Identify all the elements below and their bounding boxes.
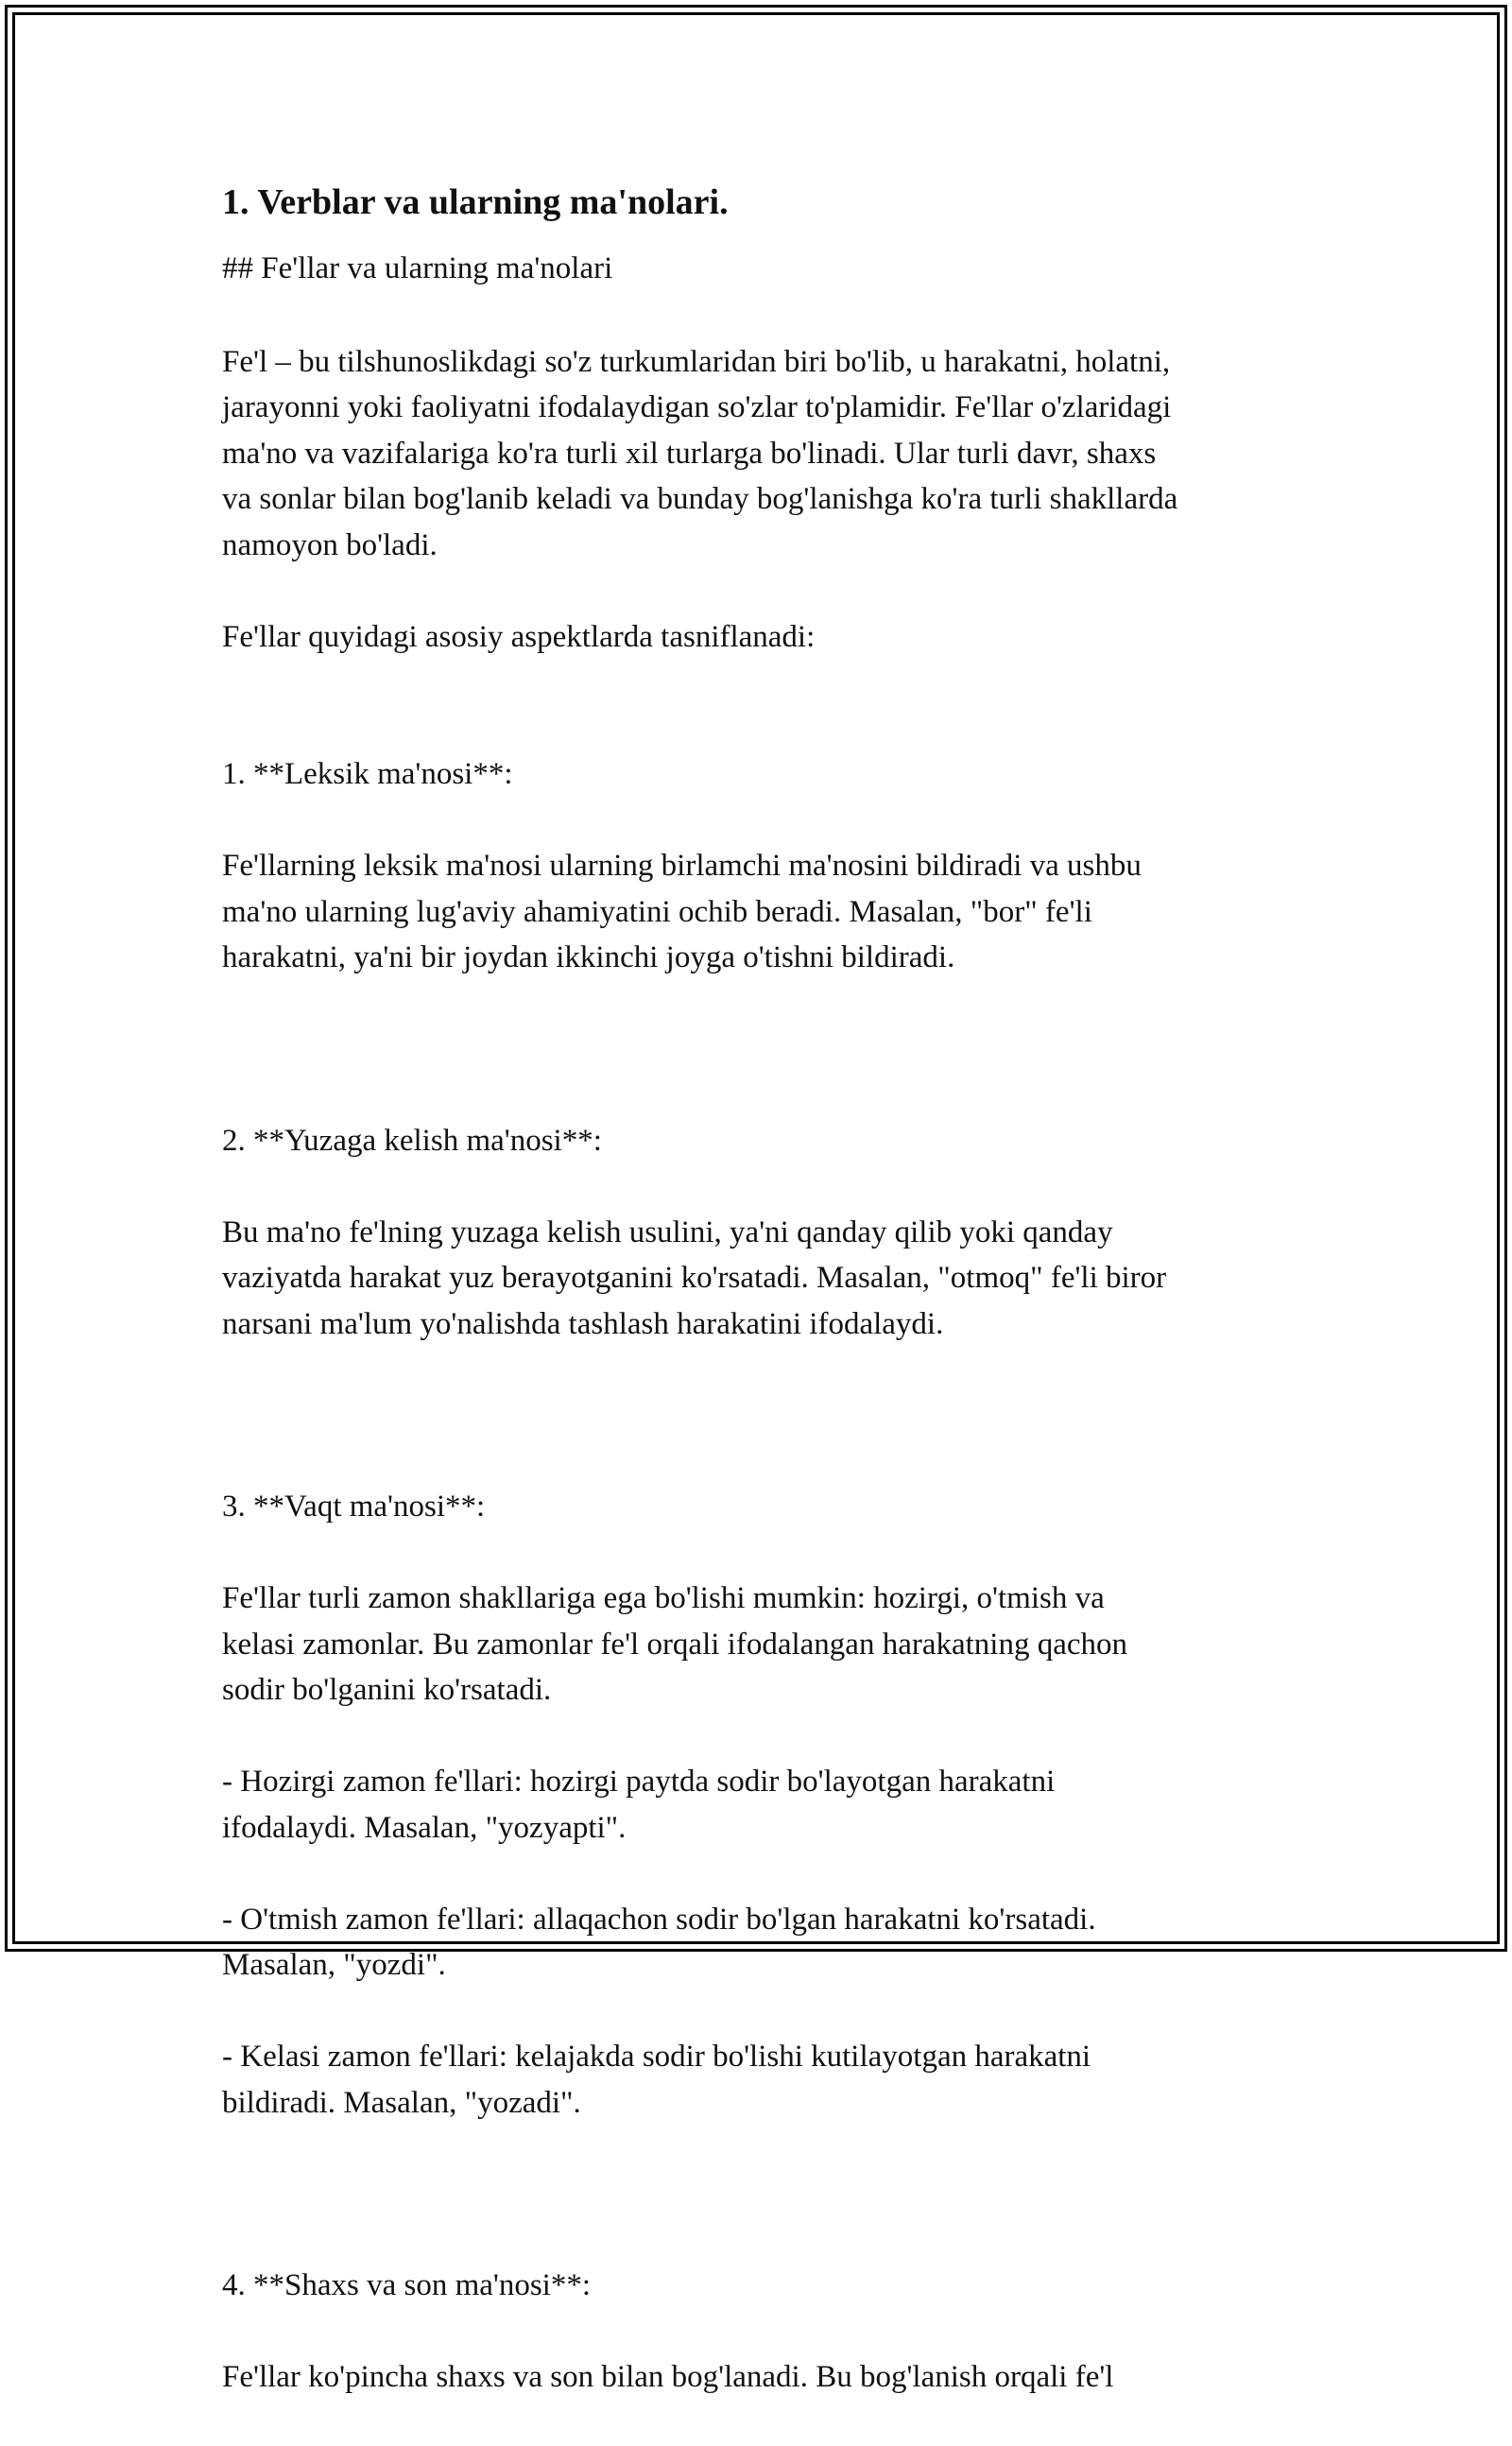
list-item-time-meaning [222,1438,1299,2172]
document-title: 1. Verblar va ularning ma'nolari. [222,178,1299,227]
list-item-heading: 4. **Shaxs va son ma'nosi**: [222,2263,1299,2309]
tense-subitem-past: - O'tmish zamon fe'llari: allaqachon sodir bo'lgan harakatni ko'rsatadi. Masalan, "yozdi". [222,1897,1299,1989]
tense-subitem-present: - Hozirgi zamon fe'llari: hozirgi paytda sodir bo'layotgan harakatni ifodalaydi. Masalan, "yozyapti". [222,1759,1299,1851]
list-item-heading: 3. **Vaqt ma'nosi**: [222,1484,1299,1530]
list-item-body: Fe'llar ko'pincha shaxs va son bilan bog'lanadi. Bu bog'lanish orqali fe'l [222,2354,1299,2401]
list-item-body: Fe'llarning leksik ma'nosi ularning birlamchi ma'nosini bildiradi va ushbu ma'no ularning lug'aviy ahamiyatini ochib beradi. Masalan, "bor" fe'li harakatni, ya'ni bir joydan ikkinchi joyga o'tishni bildiradi. [222,843,1299,981]
list-item-person-number-meaning [222,2217,1299,2446]
list-item-heading: 1. **Leksik ma'nosi**: [222,751,1299,798]
list-item-lexical-meaning [222,706,1299,1027]
list-item-heading: 2. **Yuzaga kelish ma'nosi**: [222,1118,1299,1164]
list-item-body: Fe'llar turli zamon shakllariga ega bo'lishi mumkin: hozirgi, o'tmish va kelasi zamonlar. Bu zamonlar fe'l orqali ifodalangan harakatning qachon sodir bo'lganini ko'rsatadi. [222,1576,1299,1714]
document-body [222,178,1299,2446]
classification-intro: Fe'llar quyidagi asosiy aspektlarda tasniflanadi: [222,614,1299,661]
list-item-occurrence-meaning [222,1072,1299,1393]
tense-subitem-future: - Kelasi zamon fe'llari: kelajakda sodir bo'lishi kutilayotgan harakatni bildiradi. Masalan, "yozadi". [222,2034,1299,2126]
intro-paragraph: Fe'l – bu tilshunoslikdagi so'z turkumlaridan biri bo'lib, u harakatni, holatni, jarayonni yoki faoliyatni ifodalaydigan so'zlar to'plamidir. Fe'llar o'zlaridagi ma'no va vazifalariga ko'ra turli xil turlarga bo'linadi. Ular turli davr, shaxs va sonlar bilan bog'lanib keladi va bunday bog'lanishga ko'ra turli shakllarda namoyon bo'ladi. [222,339,1299,569]
document-subheading: ## Fe'llar va ularning ma'nolari [222,246,1299,292]
list-item-body: Bu ma'no fe'lning yuzaga kelish usulini, ya'ni qanday qilib yoki qanday vaziyatda harakat yuz berayotganini ko'rsatadi. Masalan, "otmoq" fe'li biror narsani ma'lum yo'nalishda tashlash harakatini ifodalaydi. [222,1210,1299,1348]
